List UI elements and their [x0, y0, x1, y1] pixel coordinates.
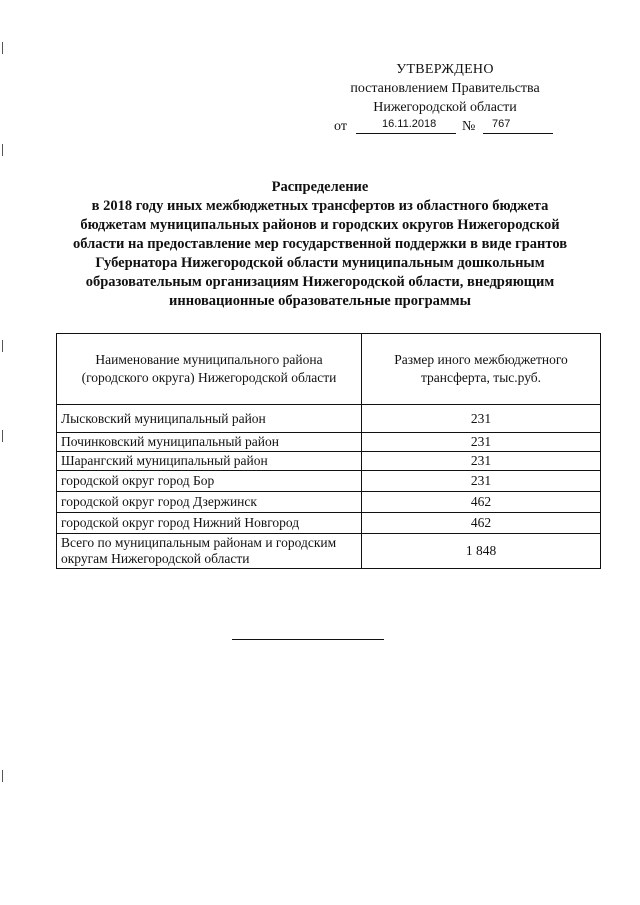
transfer-amount: 462 [362, 492, 601, 513]
transfer-amount: 231 [362, 405, 601, 433]
scan-artifact [2, 144, 3, 156]
document-title [40, 178, 600, 311]
table-row [57, 433, 601, 452]
municipality-name: Починковский муниципальный район [57, 433, 362, 452]
scan-artifact [2, 770, 3, 782]
approval-line-2: Нижегородской области [373, 100, 517, 115]
transfer-amount: 462 [362, 513, 601, 534]
table-row [57, 513, 601, 534]
title-line: образовательным организациям Нижегородской области, внедряющим [85, 274, 555, 290]
scan-artifact [2, 340, 3, 352]
header-transfer-amount: Размер иного межбюджетного трансферта, тыс.руб. [362, 334, 601, 405]
total-label: Всего по муниципальным районам и городским округам Нижегородской области [57, 534, 362, 569]
title-line: бюджетам муниципальных районов и городских округов Нижегородской [80, 217, 560, 233]
title-line: инновационные образовательные программы [169, 293, 471, 309]
end-divider [232, 639, 384, 640]
approval-block [330, 60, 560, 137]
transfer-amount: 231 [362, 471, 601, 492]
scan-artifact [2, 430, 3, 442]
total-amount: 1 848 [362, 534, 601, 569]
approval-line-1: постановлением Правительства [350, 81, 540, 96]
table-row [57, 405, 601, 433]
header-municipality: Наименование муниципального района (городского округа) Нижегородской области [57, 334, 362, 405]
municipality-name: Шарангский муниципальный район [57, 452, 362, 471]
approval-number: 767 [492, 118, 511, 130]
municipality-name: Лысковский муниципальный район [57, 405, 362, 433]
municipality-name: городской округ город Бор [57, 471, 362, 492]
table-total-row [57, 534, 601, 569]
scan-artifact [2, 42, 3, 54]
title-line: Губернатора Нижегородской области муниципальным дошкольным [95, 255, 545, 271]
number-prefix: № [462, 119, 476, 134]
table-row [57, 452, 601, 471]
approval-stamp: УТВЕРЖДЕНО [396, 62, 494, 77]
transfer-amount: 231 [362, 452, 601, 471]
approval-date-row [330, 117, 560, 137]
date-prefix: от [334, 119, 347, 134]
transfer-amount: 231 [362, 433, 601, 452]
title-line: области на предоставление мер государственной поддержки в виде грантов [72, 236, 568, 252]
table-row [57, 492, 601, 513]
transfers-table [56, 333, 601, 569]
municipality-name: городской округ город Дзержинск [57, 492, 362, 513]
table-row [57, 471, 601, 492]
table-header-row [57, 334, 601, 405]
title-line: Распределение [271, 179, 369, 195]
approval-date: 16.11.2018 [382, 118, 437, 130]
municipality-name: городской округ город Нижний Новгород [57, 513, 362, 534]
title-line: в 2018 году иных межбюджетных трансфертов из областного бюджета [91, 198, 549, 214]
